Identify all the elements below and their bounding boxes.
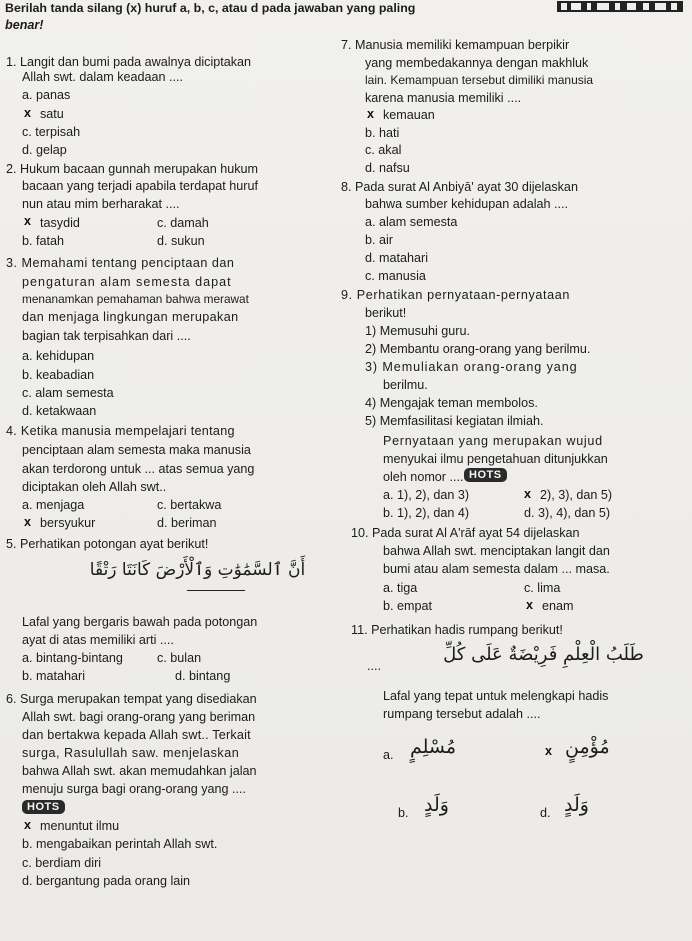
- q10-stem-2: bahwa Allah swt. menciptakan langit dan: [383, 544, 610, 558]
- q11-option-a-label: a.: [383, 748, 394, 762]
- q2-stem-2: bacaan yang terjadi apabila terdapat huruf: [22, 179, 258, 193]
- q3-option-b[interactable]: b. keabadian: [22, 368, 95, 382]
- instruction-text-2: benar!: [5, 18, 44, 32]
- q2-option-c[interactable]: c. damah: [157, 216, 209, 230]
- instruction-text: Berilah tanda silang (x) huruf a, b, c, atau d pada jawaban yang paling: [5, 1, 416, 15]
- q7-option-b[interactable]: b. hati: [365, 126, 400, 140]
- q11-option-a[interactable]: مُسْلِمٍ: [410, 736, 457, 758]
- q2-stem: 2. Hukum bacaan gunnah merupakan hukum: [6, 162, 259, 176]
- q8-option-a[interactable]: a. alam semesta: [365, 215, 458, 229]
- q11-stem-3: rumpang tersebut adalah ....: [383, 707, 541, 721]
- q4-stem: 4. Ketika manusia mempelajari tentang: [6, 424, 235, 438]
- q8-stem: 8. Pada surat Al Anbiyā' ayat 30 dijelaskan: [341, 180, 578, 194]
- q4-option-c[interactable]: c. bertakwa: [157, 498, 222, 512]
- q10-stem-3: bumi atau alam semesta dalam ... masa.: [383, 562, 610, 576]
- cross-mark-icon: x: [24, 214, 32, 228]
- q7-option-c[interactable]: c. akal: [365, 143, 402, 157]
- q7-stem: 7. Manusia memiliki kemampuan berpikir: [341, 38, 570, 52]
- q9-statement-3: 3) Memuliakan orang-orang yang: [365, 360, 578, 374]
- q6-option-d[interactable]: d. bergantung pada orang lain: [22, 874, 191, 888]
- q9-option-a[interactable]: a. 1), 2), dan 3): [383, 488, 470, 502]
- q7-stem-4: karena manusia memiliki ....: [365, 91, 522, 105]
- q3-stem-5: bagian tak terpisahkan dari ....: [22, 329, 191, 343]
- q5-option-c[interactable]: c. bulan: [157, 651, 202, 665]
- q6-stem-3: dan bertakwa kepada Allah swt.. Terkait: [22, 728, 251, 742]
- q3-stem-3: menanamkan pemahaman bahwa merawat: [22, 292, 249, 306]
- q4-option-b[interactable]: bersyukur: [40, 516, 96, 530]
- q8-option-b[interactable]: b. air: [365, 233, 393, 247]
- q9-statement-4: 4) Mengajak teman membolos.: [365, 396, 538, 410]
- q11-dots: ....: [367, 659, 381, 673]
- q3-stem: 3. Memahami tentang penciptaan dan: [6, 256, 235, 270]
- q3-option-a[interactable]: a. kehidupan: [22, 349, 95, 363]
- q1-option-d[interactable]: d. gelap: [22, 143, 67, 157]
- q9-statement-1: 1) Memusuhi guru.: [365, 324, 470, 338]
- q10-option-b[interactable]: b. empat: [383, 599, 433, 613]
- q5-option-a[interactable]: a. bintang-bintang: [22, 651, 123, 665]
- q1-option-b[interactable]: satu: [40, 107, 64, 121]
- q9-question-3: oleh nomor ....: [383, 470, 464, 484]
- hots-badge-wrap: [464, 468, 507, 482]
- q9-statement-5: 5) Memfasilitasi kegiatan ilmiah.: [365, 414, 544, 428]
- q9-stem-2: berikut!: [365, 306, 407, 320]
- q3-option-c[interactable]: c. alam semesta: [22, 386, 114, 400]
- q2-option-a[interactable]: tasydid: [40, 216, 80, 230]
- q6-stem-4: surga, Rasulullah saw. menjelaskan: [22, 746, 240, 760]
- q6-option-b[interactable]: b. mengabaikan perintah Allah swt.: [22, 837, 218, 851]
- cross-mark-icon: x: [24, 106, 32, 120]
- q4-stem-4: diciptakan oleh Allah swt..: [22, 480, 167, 494]
- q9-option-d[interactable]: d. 3), 4), dan 5): [524, 506, 611, 520]
- q1-option-a[interactable]: a. panas: [22, 88, 71, 102]
- q9-statement-2: 2) Membantu orang-orang yang berilmu.: [365, 342, 591, 356]
- q7-stem-2: yang membedakannya dengan makhluk: [365, 56, 589, 70]
- q11-stem-2: Lafal yang tepat untuk melengkapi hadis: [383, 689, 609, 703]
- q2-stem-3: nun atau mim berharakat ....: [22, 197, 180, 211]
- q4-option-a[interactable]: a. menjaga: [22, 498, 85, 512]
- q10-option-d[interactable]: enam: [542, 599, 574, 613]
- underline-mark: [187, 590, 245, 591]
- q9-stem: 9. Perhatikan pernyataan-pernyataan: [341, 288, 570, 302]
- q8-option-c[interactable]: c. manusia: [365, 269, 426, 283]
- qr-code-icon: [557, 1, 683, 12]
- cross-mark-icon: x: [526, 598, 534, 612]
- q8-option-d[interactable]: d. matahari: [365, 251, 428, 265]
- hots-badge-wrap: [22, 800, 65, 814]
- q4-stem-3: akan terdorong untuk ... atas semua yang: [22, 462, 255, 476]
- q2-option-d[interactable]: d. sukun: [157, 234, 205, 248]
- q7-stem-3: lain. Kemampuan tersebut dimiliki manusia: [365, 73, 594, 87]
- q6-option-a[interactable]: menuntut ilmu: [40, 819, 120, 833]
- q1-stem: 1. Langit dan bumi pada awalnya diciptakan: [6, 55, 252, 69]
- q5-stem: 5. Perhatikan potongan ayat berikut!: [6, 537, 209, 551]
- q7-option-a[interactable]: kemauan: [383, 108, 435, 122]
- q4-option-d[interactable]: d. beriman: [157, 516, 217, 530]
- q11-option-d[interactable]: وَلَدٍ: [564, 794, 589, 816]
- q11-option-c[interactable]: مُؤْمِنٍ: [565, 736, 610, 758]
- q3-option-d[interactable]: d. ketakwaan: [22, 404, 97, 418]
- q7-option-d[interactable]: d. nafsu: [365, 161, 410, 175]
- q5-stem-3: ayat di atas memiliki arti ....: [22, 633, 174, 647]
- q11-arabic-hadith: طَلَبُ الْعِلْمِ فَرِيْضَةٌ عَلَى كُلِّ: [443, 644, 644, 665]
- cross-mark-icon: x: [545, 744, 553, 758]
- q10-option-c[interactable]: c. lima: [524, 581, 561, 595]
- q6-option-c[interactable]: c. berdiam diri: [22, 856, 102, 870]
- q9-option-b[interactable]: b. 1), 2), dan 4): [383, 506, 470, 520]
- q9-statement-3b: berilmu.: [383, 378, 428, 392]
- q9-question: Pernyataan yang merupakan wujud: [383, 434, 603, 448]
- cross-mark-icon: x: [524, 487, 532, 501]
- q10-option-a[interactable]: a. tiga: [383, 581, 418, 595]
- q10-stem: 10. Pada surat Al A'rāf ayat 54 dijelaskan: [351, 526, 580, 540]
- hots-badge: HOTS: [464, 468, 507, 482]
- q11-option-b[interactable]: وَلَدٍ: [424, 794, 449, 816]
- q11-stem: 11. Perhatikan hadis rumpang berikut!: [351, 623, 563, 637]
- hots-badge: HOTS: [22, 800, 65, 814]
- cross-mark-icon: x: [367, 107, 375, 121]
- q9-option-c[interactable]: 2), 3), dan 5): [540, 488, 613, 502]
- q8-stem-2: bahwa sumber kehidupan adalah ....: [365, 197, 569, 211]
- q1-stem-2: Allah swt. dalam keadaan ....: [22, 70, 184, 84]
- q5-option-d[interactable]: d. bintang: [175, 669, 231, 683]
- q6-stem-2: Allah swt. bagi orang-orang yang beriman: [22, 710, 256, 724]
- q6-stem: 6. Surga merupakan tempat yang disediakan: [6, 692, 257, 706]
- q6-stem-5: bahwa Allah swt. akan memudahkan jalan: [22, 764, 257, 778]
- q4-stem-2: penciptaan alam semesta maka manusia: [22, 443, 251, 457]
- q3-stem-2: pengaturan alam semesta dapat: [22, 275, 232, 289]
- q5-option-b[interactable]: b. matahari: [22, 669, 85, 683]
- cross-mark-icon: x: [24, 818, 32, 832]
- cross-mark-icon: x: [24, 515, 32, 529]
- q11-option-b-label: b.: [398, 806, 409, 820]
- q5-arabic-verse: أَنَّ ٱلسَّمَٰوَٰتِ وَٱلْأَرْضَ كَانَتَا رَتْقًا: [89, 560, 306, 580]
- q9-question-2: menyukai ilmu pengetahuan ditunjukkan: [383, 452, 608, 466]
- q6-stem-6: menuju surga bagi orang-orang yang ....: [22, 782, 247, 796]
- q11-option-d-label: d.: [540, 806, 551, 820]
- q2-option-b[interactable]: b. fatah: [22, 234, 65, 248]
- q5-stem-2: Lafal yang bergaris bawah pada potongan: [22, 615, 258, 629]
- q1-option-c[interactable]: c. terpisah: [22, 125, 81, 139]
- q3-stem-4: dan menjaga lingkungan merupakan: [22, 310, 239, 324]
